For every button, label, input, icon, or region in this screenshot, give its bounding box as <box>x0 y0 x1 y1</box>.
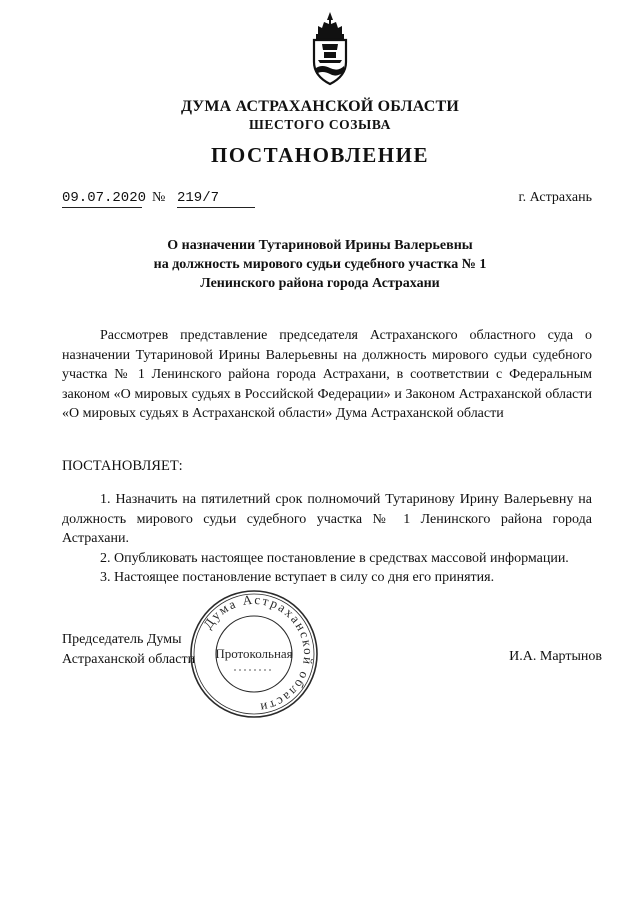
decree-item: 1. Назначить на пятилетний срок полномочий Тутаринову Ирину Валерьевну на должность мирового судьи судебного участка № 1 Ленинского района города Астрахани. <box>62 492 592 546</box>
convocation: ШЕСТОГО СОЗЫВА <box>249 117 391 132</box>
organization-name: ДУМА АСТРАХАНСКОЙ ОБЛАСТИ <box>180 98 460 115</box>
document-type-title: ПОСТАНОВЛЕНИЕ <box>211 143 429 167</box>
preamble-paragraph: Рассмотрев представление председателя Астраханского областного суда о назначении Тутариновой Ирины Валерьевны на должность мирового судьи судебного участка № 1 Ленинского района города Астрахани, в соответствии с Федеральным законом «О мировых судьях в Российской Федерации» и Законом Астраханской области «О мировых судьях в Астраханской области» Дума Астраханской области <box>62 328 592 421</box>
decree-item: 2. Опубликовать настоящее постановление в средствах массовой информации. <box>100 550 569 566</box>
document-date: 09.07.2020 <box>62 190 147 206</box>
subject-line: О назначении Тутариновой Ирины Валерьевны <box>167 238 473 253</box>
decree-heading: ПОСТАНОВЛЯЕТ: <box>62 458 183 474</box>
seal-ring-text: Дума Астраханской области <box>200 591 317 716</box>
subject-line: Ленинского района города Астрахани <box>200 276 440 291</box>
document-city: г. Астрахань <box>518 190 592 205</box>
signatory-title-line: Астраханской области <box>62 651 196 667</box>
signatory-title <box>62 630 195 669</box>
signatory-name: И.А. Мартынов <box>509 649 602 664</box>
decree-item: 3. Настоящее постановление вступает в силу со дня его принятия. <box>100 570 495 585</box>
official-seal-icon <box>188 588 320 720</box>
decree-items <box>62 490 592 588</box>
seal-center-text: Протокольная <box>215 646 293 661</box>
number-sign: № <box>152 190 166 205</box>
subject-line: на должность мирового судьи судебного участка № 1 <box>153 257 487 272</box>
signatory-title-line: Председатель Думы <box>62 632 182 647</box>
document-meta-row <box>62 190 592 212</box>
coat-of-arms-icon <box>300 10 360 90</box>
document-number: 219/7 <box>177 190 255 208</box>
document-subject <box>0 236 640 293</box>
